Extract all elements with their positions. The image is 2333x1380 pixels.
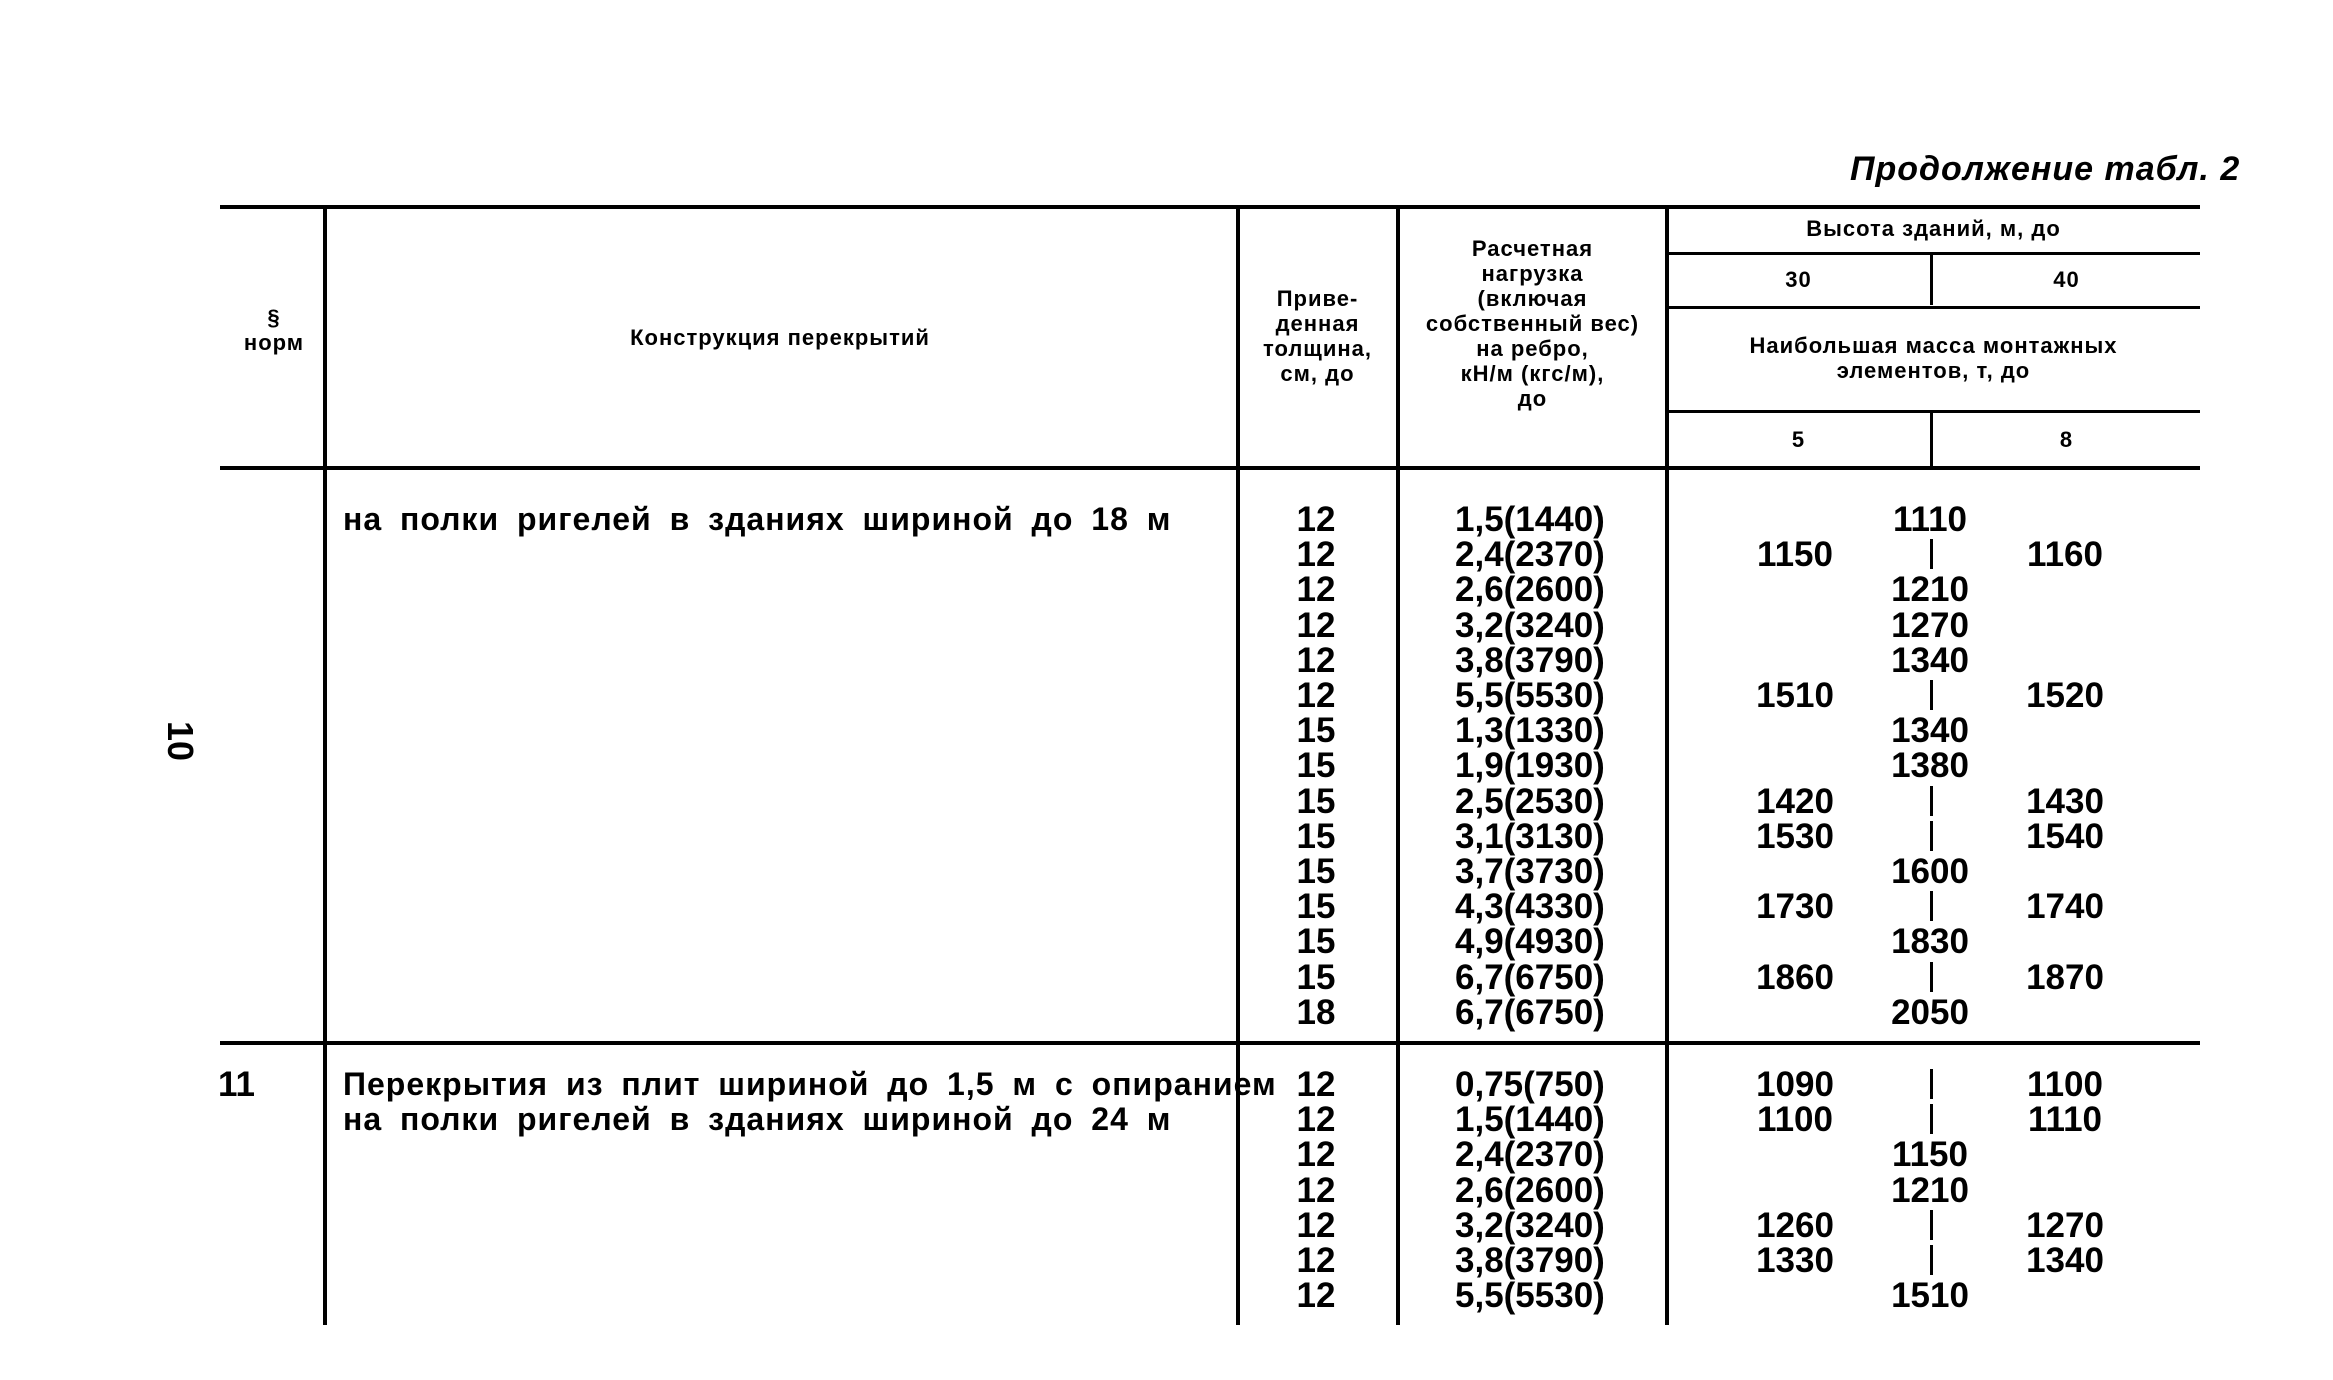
table-top-rule	[220, 205, 2200, 209]
thickness-cell: 12	[1296, 1170, 1336, 1210]
load-cell: 3,7(3730)	[1455, 852, 1605, 891]
mass-merged-cell: 1340	[1891, 711, 1969, 751]
table-continuation-title: Продолжение табл. 2	[1850, 150, 2241, 188]
mass-5-cell: 1860	[1756, 957, 1834, 997]
section2-norm: 11	[218, 1065, 255, 1104]
mass-merged-cell: 1270	[1891, 605, 1969, 645]
header-mass-5: 5	[1791, 427, 1806, 452]
section-divider-rule	[220, 1041, 2200, 1045]
col-divider-1	[323, 205, 327, 1325]
load-cell: 2,6(2600)	[1455, 1170, 1605, 1210]
thickness-cell: 15	[1296, 781, 1336, 821]
load-cell: 3,8(3790)	[1455, 1241, 1605, 1280]
thickness-cell: 15	[1296, 746, 1336, 786]
split-tick	[1930, 1210, 1933, 1240]
thickness-cell: 12	[1296, 1276, 1336, 1316]
header-height-40: 40	[2053, 267, 2080, 292]
header-height-30: 30	[1785, 267, 1812, 292]
thickness-cell: 15	[1296, 816, 1336, 856]
load-cell: 6,7(6750)	[1455, 957, 1605, 997]
mass-5-cell: 1420	[1756, 781, 1834, 821]
load-cell: 1,3(1330)	[1455, 711, 1605, 751]
split-tick	[1930, 821, 1933, 851]
thickness-cell: 12	[1296, 640, 1336, 680]
mass-5-cell: 1260	[1756, 1205, 1834, 1245]
thickness-cell: 15	[1296, 711, 1336, 751]
mass-8-cell: 1430	[2026, 781, 2104, 821]
mass-merged-cell: 1510	[1891, 1276, 1969, 1316]
mass-8-cell: 1870	[2026, 957, 2104, 997]
thickness-cell: 15	[1296, 957, 1336, 997]
mass-5-cell: 1530	[1756, 816, 1834, 856]
mass-8-cell: 1540	[2026, 816, 2104, 856]
thickness-cell: 12	[1296, 1065, 1336, 1104]
mass-8-cell: 1160	[2027, 535, 2103, 575]
header-load: Расчетная нагрузка (включая собственный вес) на ребро, кН/м (кгс/м), до	[1425, 236, 1640, 411]
thickness-cell: 12	[1296, 500, 1336, 539]
thickness-cell: 12	[1296, 570, 1336, 610]
split-tick	[1930, 680, 1933, 710]
split-tick	[1930, 1245, 1933, 1275]
mass-merged-cell: 1210	[1891, 570, 1969, 610]
load-cell: 6,7(6750)	[1455, 992, 1605, 1032]
load-cell: 1,5(1440)	[1455, 500, 1605, 539]
section1-description: на полки ригелей в зданиях шириной до 18 м	[343, 501, 1172, 537]
mass-5-cell: 1730	[1756, 887, 1834, 927]
load-cell: 2,6(2600)	[1455, 570, 1605, 610]
height-values-rule	[1667, 306, 2200, 309]
mass-merged-cell: 1830	[1891, 922, 1969, 962]
load-cell: 0,75(750)	[1455, 1065, 1605, 1104]
mass-5-cell: 1090	[1756, 1065, 1834, 1104]
load-cell: 5,5(5530)	[1455, 676, 1605, 715]
section2-description-line2: на полки ригелей в зданиях шириной до 24 м	[343, 1101, 1172, 1137]
thickness-cell: 15	[1296, 852, 1336, 891]
split-tick	[1930, 1104, 1933, 1134]
section2-description-line1: Перекрытия из плит шириной до 1,5 м с опиранием	[343, 1066, 1277, 1102]
mass-8-cell: 1270	[2026, 1205, 2104, 1245]
load-cell: 1,5(1440)	[1455, 1100, 1605, 1140]
load-cell: 3,2(3240)	[1455, 605, 1605, 645]
thickness-cell: 12	[1296, 535, 1336, 575]
mass-8-cell: 1740	[2026, 887, 2104, 927]
header-bottom-rule	[220, 466, 2200, 470]
mass-merged-cell: 1210	[1891, 1170, 1969, 1210]
mass-group-rule	[1667, 410, 2200, 413]
mass-merged-cell: 1110	[1893, 500, 1967, 539]
load-cell: 2,5(2530)	[1455, 781, 1605, 821]
load-cell: 2,4(2370)	[1455, 1135, 1605, 1175]
load-cell: 5,5(5530)	[1455, 1276, 1605, 1316]
mass-8-cell: 1110	[2028, 1100, 2102, 1140]
header-thickness: Приве- денная толщина, см, до	[1262, 286, 1373, 386]
load-cell: 3,2(3240)	[1455, 1205, 1605, 1245]
header-construction: Конструкция перекрытий	[630, 325, 930, 350]
mass-8-cell: 1100	[2027, 1065, 2103, 1104]
mass-merged-cell: 1150	[1892, 1135, 1968, 1175]
header-mass-group: Наибольшая масса монтажных элементов, т, до	[1749, 333, 2118, 383]
split-tick	[1930, 786, 1933, 816]
mass-8-cell: 1520	[2026, 676, 2104, 715]
thickness-cell: 12	[1296, 1135, 1336, 1175]
header-mass-8: 8	[2059, 427, 2074, 452]
split-tick	[1930, 1069, 1933, 1099]
split-tick	[1930, 539, 1933, 569]
thickness-cell: 12	[1296, 676, 1336, 715]
split-tick	[1930, 891, 1933, 921]
thickness-cell: 18	[1296, 992, 1336, 1032]
load-cell: 3,1(3130)	[1455, 816, 1605, 856]
mass-5-cell: 1100	[1757, 1100, 1833, 1140]
thickness-cell: 15	[1296, 922, 1336, 962]
load-cell: 3,8(3790)	[1455, 640, 1605, 680]
mass-merged-cell: 1380	[1891, 746, 1969, 786]
thickness-cell: 12	[1296, 1241, 1336, 1280]
load-cell: 4,9(4930)	[1455, 922, 1605, 962]
split-tick	[1930, 962, 1933, 992]
mass-5-cell: 1330	[1756, 1241, 1834, 1280]
mass-merged-cell: 1340	[1891, 640, 1969, 680]
mass-5-cell: 1150	[1757, 535, 1833, 575]
load-cell: 4,3(4330)	[1455, 887, 1605, 927]
mass-merged-cell: 1600	[1891, 852, 1969, 891]
page-number: 10	[160, 720, 202, 762]
thickness-cell: 12	[1296, 605, 1336, 645]
header-height-group: Высота зданий, м, до	[1806, 216, 2061, 241]
height-group-rule	[1667, 252, 2200, 255]
mass-8-cell: 1340	[2026, 1241, 2104, 1280]
load-cell: 2,4(2370)	[1455, 535, 1605, 575]
header-norm: § норм	[243, 305, 305, 355]
thickness-cell: 12	[1296, 1100, 1336, 1140]
load-cell: 1,9(1930)	[1455, 746, 1605, 786]
thickness-cell: 12	[1296, 1205, 1336, 1245]
thickness-cell: 15	[1296, 887, 1336, 927]
mass-merged-cell: 2050	[1891, 992, 1969, 1032]
mass-5-cell: 1510	[1756, 676, 1834, 715]
